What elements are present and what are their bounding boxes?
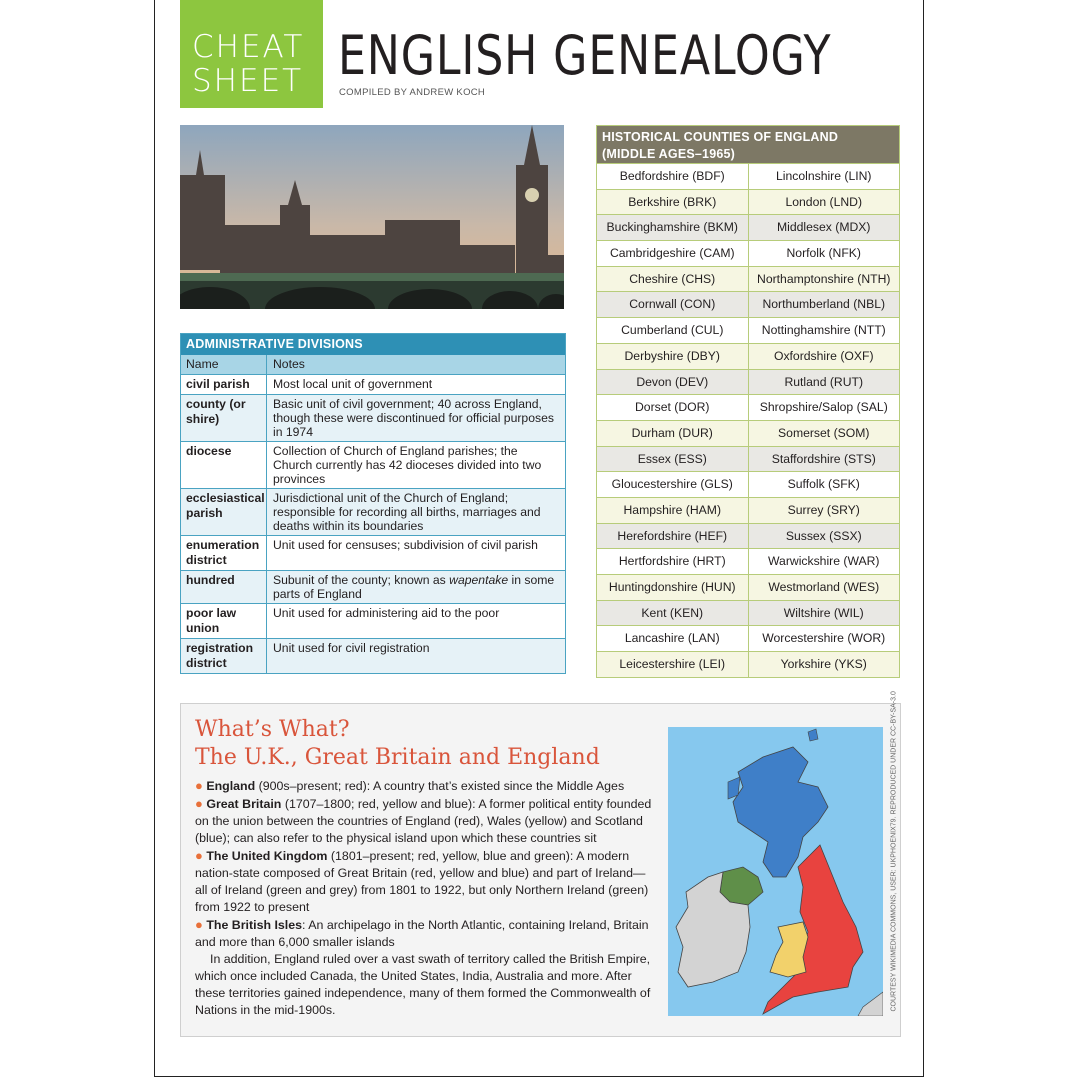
bullet-term: England bbox=[206, 779, 256, 793]
table-row bbox=[597, 343, 899, 369]
table-row bbox=[181, 570, 565, 603]
bullet-icon: ● bbox=[195, 917, 203, 932]
division-notes: Unit used for censuses; subdivision of civil parish bbox=[273, 538, 538, 552]
section-body bbox=[195, 777, 655, 1019]
page-title: ENGLISH GENEALOGY bbox=[338, 24, 832, 87]
table-row bbox=[597, 291, 899, 317]
table-row bbox=[597, 369, 899, 395]
table-row bbox=[597, 625, 899, 651]
table-row bbox=[597, 446, 899, 472]
bullet-text: : An archipelago in the North Atlantic, containing Ireland, Britain and more than 6,000 smaller islands bbox=[195, 918, 649, 949]
table-row bbox=[181, 394, 565, 441]
county-cell: Warwickshire (WAR) bbox=[768, 554, 880, 569]
table-row bbox=[597, 523, 899, 549]
county-cell: Northumberland (NBL) bbox=[762, 297, 886, 312]
county-cell: London (LND) bbox=[785, 194, 863, 209]
westminster-image-icon bbox=[180, 125, 564, 309]
county-cell: Staffordshire (STS) bbox=[771, 451, 876, 466]
administrative-divisions-table bbox=[180, 333, 566, 674]
bullet-text: (1801–present; red, yellow, blue and green): A modern nation-state composed of Great Britain (red, yellow and blue) and part of Ireland—all of Ireland (green and grey) from 1801 to 1922, but only Northern Ireland (green) from 1922 to present bbox=[195, 849, 649, 914]
map-credit-text: COURTESY WIKIMEDIA COMMONS, USER: UKPHOENIX79. REPRODUCED UNDER CC-BY-SA-3.0 bbox=[890, 691, 898, 1012]
county-cell: Derbyshire (DBY) bbox=[597, 344, 749, 369]
bullet-term: Great Britain bbox=[206, 797, 282, 811]
bullet-icon: ● bbox=[195, 848, 203, 863]
table-row bbox=[597, 548, 899, 574]
county-cell: Cheshire (CHS) bbox=[597, 267, 749, 292]
badge-line-1: CHEAT bbox=[192, 29, 305, 65]
notes-emphasis: wapentake bbox=[449, 573, 509, 587]
county-cell: Cambridgeshire (CAM) bbox=[597, 241, 749, 266]
bullet-term: The United Kingdom bbox=[206, 849, 328, 863]
division-name: ecclesiastical parish bbox=[181, 489, 267, 535]
county-cell: Yorkshire (YKS) bbox=[780, 657, 867, 672]
county-cell: Berkshire (BRK) bbox=[597, 190, 749, 215]
bullet-text: (1707–1800; red, yellow and blue): A former political entity founded on the union between the countries of England (red), Wales (yellow) and Scotland (blue); can also refer to the physical island upon which these countries sit bbox=[195, 797, 652, 845]
table-row bbox=[181, 488, 565, 535]
table-row bbox=[597, 394, 899, 420]
uk-map-icon bbox=[668, 727, 883, 1016]
byline: COMPILED BY ANDREW KOCH bbox=[339, 87, 486, 98]
county-cell: Leicestershire (LEI) bbox=[597, 652, 749, 677]
county-cell: Bedfordshire (BDF) bbox=[597, 164, 749, 189]
bullet-icon: ● bbox=[195, 796, 203, 811]
bullet-item bbox=[195, 795, 655, 847]
division-name: poor law union bbox=[181, 604, 267, 638]
table-row bbox=[597, 471, 899, 497]
county-cell: Westmorland (WES) bbox=[768, 580, 880, 594]
table-row bbox=[181, 603, 565, 638]
division-notes: Basic unit of civil government; 40 across England, though these were discontinued for official purposes in 1974 bbox=[273, 397, 554, 439]
county-cell: Essex (ESS) bbox=[597, 447, 749, 472]
bullet-item bbox=[195, 847, 655, 916]
division-name: enumeration district bbox=[181, 536, 267, 570]
county-cell: Lincolnshire (LIN) bbox=[775, 169, 872, 183]
county-cell: Cornwall (CON) bbox=[597, 292, 749, 317]
table-row bbox=[597, 163, 899, 189]
bullet-item bbox=[195, 916, 655, 951]
table-row bbox=[597, 420, 899, 446]
closing-paragraph: In addition, England ruled over a vast swath of territory called the British Empire, which once included Canada, the United States, India, Australia and more. After these territories gained independence, many of them formed the Commonwealth of Nations in the mid-1900s. bbox=[195, 952, 651, 1017]
bullet-item bbox=[195, 777, 655, 795]
column-header-notes: Notes bbox=[273, 357, 305, 371]
table-row bbox=[597, 600, 899, 626]
county-cell: Sussex (SSX) bbox=[785, 528, 862, 543]
bullet-icon: ● bbox=[195, 778, 203, 793]
county-cell: Suffolk (SFK) bbox=[787, 477, 860, 492]
table-row bbox=[181, 441, 565, 488]
table-row bbox=[597, 240, 899, 266]
table-title: ADMINISTRATIVE DIVISIONS bbox=[181, 334, 565, 355]
division-notes: Collection of Church of England parishes; the Church currently has 42 dioceses divided into two provinces bbox=[273, 444, 542, 486]
county-cell: Shropshire/Salop (SAL) bbox=[759, 400, 888, 415]
county-cell: Dorset (DOR) bbox=[597, 395, 749, 420]
bullet-term: The British Isles bbox=[206, 918, 303, 932]
division-notes: Most local unit of government bbox=[273, 377, 433, 391]
table-title: HISTORICAL COUNTIES OF ENGLAND (MIDDLE AGES–1965) bbox=[597, 126, 899, 163]
cheat-sheet-badge bbox=[180, 0, 323, 108]
division-name: registration district bbox=[181, 639, 267, 673]
table-row bbox=[597, 651, 899, 677]
british-isles-map bbox=[668, 727, 883, 1016]
table-row bbox=[597, 189, 899, 215]
county-cell: Somerset (SOM) bbox=[778, 425, 870, 440]
county-cell: Worcestershire (WOR) bbox=[762, 631, 886, 646]
badge-line-2: SHEET bbox=[192, 63, 304, 99]
county-cell: Wiltshire (WIL) bbox=[783, 605, 864, 620]
table-header-row bbox=[181, 355, 565, 374]
bullet-text: (900s–present; red): A country that’s existed since the Middle Ages bbox=[255, 779, 625, 793]
notes-text: Subunit of the county; known as bbox=[273, 573, 450, 587]
table-row bbox=[181, 535, 565, 570]
county-cell: Kent (KEN) bbox=[597, 601, 749, 626]
whats-what-section bbox=[180, 691, 901, 1037]
county-rows bbox=[597, 163, 899, 677]
table-row bbox=[181, 374, 565, 394]
county-cell: Middlesex (MDX) bbox=[777, 220, 871, 235]
table-row bbox=[597, 574, 899, 600]
table-row bbox=[597, 266, 899, 292]
table-row bbox=[597, 317, 899, 343]
division-name: county (or shire) bbox=[181, 395, 267, 441]
county-cell: Northamptonshire (NTH) bbox=[757, 271, 891, 286]
county-cell: Oxfordshire (OXF) bbox=[773, 348, 874, 363]
table-row bbox=[181, 638, 565, 673]
county-cell: Lancashire (LAN) bbox=[597, 626, 749, 651]
notes-text: in some parts of England bbox=[273, 573, 555, 601]
county-cell: Hampshire (HAM) bbox=[597, 498, 749, 523]
county-cell: Huntingdonshire (HUN) bbox=[597, 575, 749, 600]
county-cell: Hertfordshire (HRT) bbox=[597, 549, 749, 574]
division-notes: Jurisdictional unit of the Church of England; responsible for recording all births, marriages and deaths within its boundaries bbox=[273, 491, 541, 533]
heading-line-1: What’s What? bbox=[195, 717, 350, 742]
heading-line-2: The U.K., Great Britain and England bbox=[195, 745, 600, 770]
division-name: hundred bbox=[181, 571, 267, 603]
county-cell: Cumberland (CUL) bbox=[597, 318, 749, 343]
county-cell: Gloucestershire (GLS) bbox=[597, 472, 749, 497]
section-heading bbox=[195, 716, 600, 772]
county-cell: Devon (DEV) bbox=[597, 370, 749, 395]
table-row bbox=[597, 214, 899, 240]
county-cell: Herefordshire (HEF) bbox=[597, 524, 749, 549]
historical-counties-table bbox=[596, 125, 900, 678]
county-cell: Buckinghamshire (BKM) bbox=[597, 215, 749, 240]
division-notes: Unit used for administering aid to the poor bbox=[273, 606, 500, 620]
division-notes: Unit used for civil registration bbox=[273, 641, 430, 655]
map-credit bbox=[887, 691, 899, 1014]
county-cell: Norfolk (NFK) bbox=[786, 246, 861, 261]
westminster-photo bbox=[180, 125, 564, 309]
division-name: diocese bbox=[181, 442, 267, 488]
division-name: civil parish bbox=[181, 375, 267, 394]
county-cell: Durham (DUR) bbox=[597, 421, 749, 446]
table-row bbox=[597, 497, 899, 523]
division-notes bbox=[267, 571, 565, 603]
column-header-name: Name bbox=[181, 355, 267, 374]
county-cell: Surrey (SRY) bbox=[787, 502, 860, 517]
county-cell: Rutland (RUT) bbox=[784, 374, 864, 389]
county-cell: Nottinghamshire (NTT) bbox=[761, 323, 886, 338]
